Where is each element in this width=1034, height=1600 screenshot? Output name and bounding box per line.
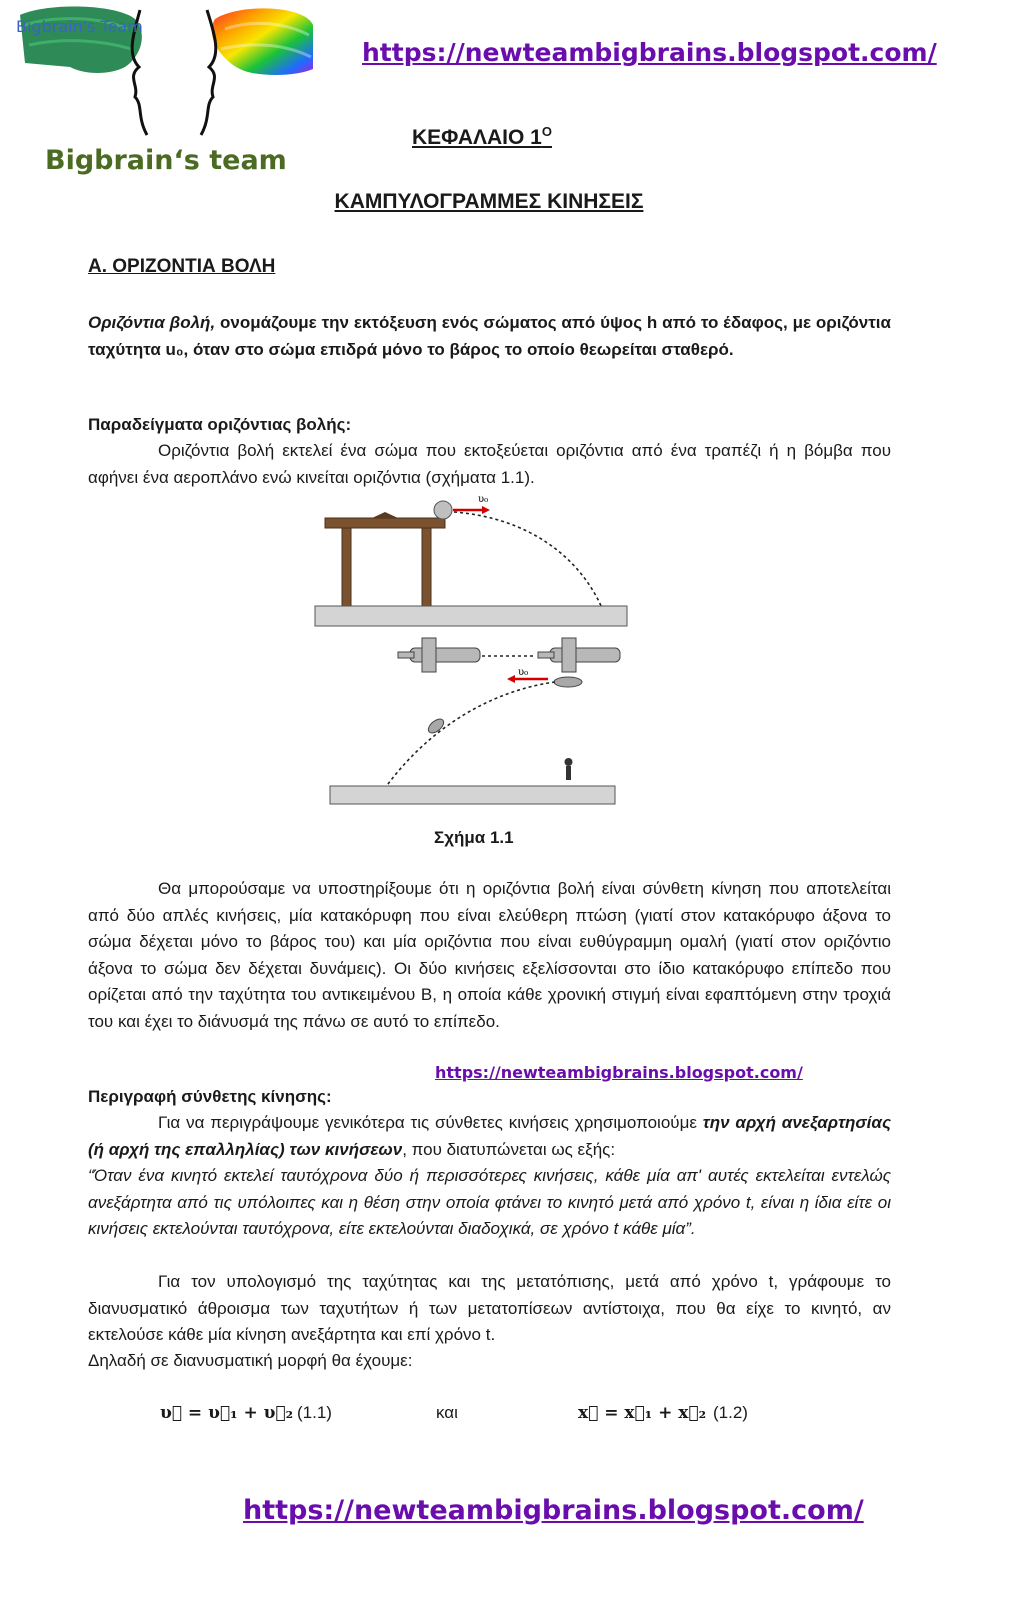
principle-quote: “Όταν ένα κινητό εκτελεί ταυτόχρονα δύο ή περισσότερες κινήσεις, κάθε μία απ' αυτές εκτελείται εντελώς ανεξάρτητα από τις υπόλοιπες και η θέση στην οποία φτάνει το κινητό μετά από χρόνο t, είναι η ίδια είτε οι κινήσεις εκτελούνται ταυτόχρονα, είτε εκτελούνται διαδοχικά, σε χρόνο t κάθε μία”. (88, 1166, 891, 1238)
composite-description-heading: Περιγραφή σύνθετης κίνησης: (88, 1087, 332, 1106)
principle-name: την αρχή ανεξαρτησίας (ή αρχή της επαλληλίας) των κινήσεων (88, 1113, 891, 1159)
equation-conjunction: και (436, 1403, 458, 1422)
principle-intro-end: , που διατυπώνεται ως εξής: (402, 1139, 616, 1159)
calculation-paragraph: Για τον υπολογισμό της ταχύτητας και της μετατόπισης, μετά από χρόνο t, γράφουμε το διανυσματικό άθροισμα των ταχυτήτων ή των μετατοπίσεων αντίστοιχα, που θα είχε το κινητό, αν εκτελούσε κάθε μία κίνηση ανεξάρτητα και επί χρόνο t. (88, 1272, 891, 1344)
figure-label-u0-top: υ₀ (478, 494, 489, 505)
blog-url-bottom[interactable]: https://newteambigbrains.blogspot.com/ (243, 1495, 864, 1526)
equation-displacement: x⃗ = x⃗₁ + x⃗₂ (578, 1403, 707, 1423)
definition-paragraph (88, 310, 891, 363)
page-title: ΚΑΜΠΥΛΟΓΡΑΜΜΕΣ ΚΙΝΗΣΕΙΣ (334, 190, 644, 213)
vector-form-line: Δηλαδή σε διανυσματική μορφή θα έχουμε: (88, 1351, 413, 1370)
figure-label-u0-plane: υ₀ (518, 667, 529, 678)
principle-intro (88, 1110, 891, 1163)
definition-text: ονομάζουμε την εκτόξευση ενός σώματος από ύψος h από το έδαφος, με οριζόντια ταχύτητα u₀, όταν στο σώμα επιδρά μόνο το βάρος το οποίο θεωρείται σταθερό. (88, 313, 891, 359)
chapter-label: ΚΕΦΑΛΑΙΟ 1 (412, 126, 542, 149)
examples-heading: Παραδείγματα οριζόντιας βολής: (88, 415, 352, 434)
figure-caption: Σχήμα 1.1 (434, 828, 514, 847)
principle-intro-text: Για να περιγράψουμε γενικότερα τις σύνθετες κινήσεις χρησιμοποιούμε (158, 1113, 703, 1132)
equation-number-2: (1.2) (713, 1403, 748, 1422)
examples-text: Οριζόντια βολή εκτελεί ένα σώμα που εκτοξεύεται οριζόντια από ένα τραπέζι ή η βόμβα που αφήνει ένα αεροπλάνο ενώ κινείται οριζόντια (σχήματα 1.1). (88, 441, 891, 487)
blog-url-top[interactable]: https://newteambigbrains.blogspot.com/ (362, 38, 937, 67)
chapter-superscript: Ο (541, 124, 552, 139)
chapter-heading (412, 124, 552, 150)
composite-motion-paragraph: Θα μπορούσαμε να υποστηρίξουμε ότι η οριζόντια βολή είναι σύνθετη κίνηση που αποτελείται από δύο απλές κινήσεις, μία κατακόρυφη που είναι ελεύθερη πτώση (γιατί στον κατακόρυφο άξονα το σώμα δέχεται μόνο το βάρος του) και μία οριζόντια που είναι ευθύγραμμη ομαλή (γιατί στον οριζόντιο άξονα το σώμα δεν δέχεται δυνάμεις). Οι δύο κινήσεις εξελίσσονται στο ίδιο κατακόρυφο επίπεδο που ορίζεται από την ταχύτητα του αντικειμένου Β, η οποία κάθε χρονική στιγμή είναι εφαπτόμενη στην τροχιά του και έχει το διάνυσμά της πάνω σε αυτό το επίπεδο. (88, 879, 891, 1031)
equation-number-1: (1.1) (297, 1403, 332, 1422)
logo-caption: Bigbrain‘s team (45, 145, 287, 176)
definition-term: Οριζόντια βολή, (88, 313, 216, 332)
logo-title: Bigbrain's Team (16, 17, 143, 36)
section-title: Α. ΟΡΙΖΟΝΤΙΑ ΒΟΛΗ (88, 256, 276, 277)
blog-url-middle[interactable]: https://newteambigbrains.blogspot.com/ (435, 1063, 803, 1082)
figure-horizontal-projection (310, 488, 640, 808)
equation-velocity: υ⃗ = υ⃗₁ + υ⃗₂ (160, 1403, 294, 1423)
